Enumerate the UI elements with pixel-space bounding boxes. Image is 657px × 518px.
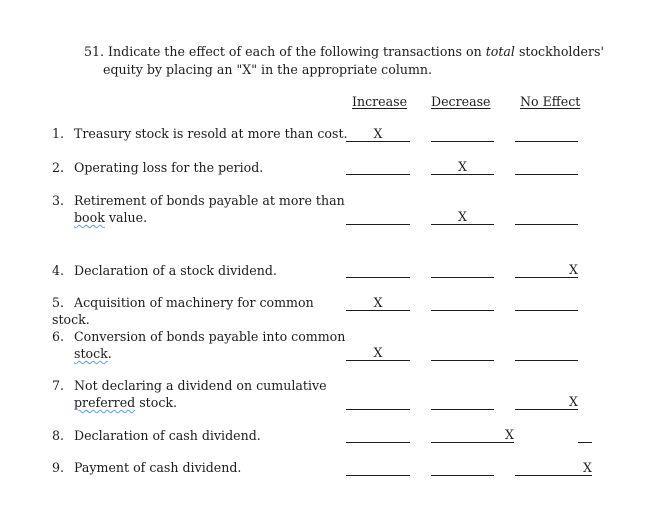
item-number: 5. (52, 295, 65, 310)
item-text-rest: . (107, 346, 112, 361)
transaction-1 (52, 125, 352, 142)
answer-no-effect[interactable] (515, 210, 578, 225)
item-text-continued (52, 345, 352, 362)
item-text-rest: value. (104, 210, 148, 225)
transaction-5 (52, 294, 352, 328)
answer-decrease[interactable] (431, 263, 494, 278)
question-text-emphasis: total (485, 44, 515, 59)
transaction-3 (52, 192, 352, 226)
transaction-9 (52, 459, 352, 476)
answer-no-effect[interactable] (515, 346, 578, 361)
item-number: 9. (52, 460, 65, 475)
answer-no-effect[interactable] (515, 160, 578, 175)
transaction-8 (52, 427, 352, 444)
answer-decrease[interactable]: X (431, 210, 494, 225)
item-text-continued (52, 394, 352, 411)
item-text: Operating loss for the period. (74, 160, 264, 175)
answer-decrease[interactable] (431, 461, 494, 476)
question-number: 51. (84, 44, 109, 59)
transaction-4 (52, 262, 352, 279)
answer-no-effect[interactable]: X (515, 461, 592, 476)
item-number: 2. (52, 160, 65, 175)
answer-increase[interactable] (346, 210, 410, 225)
answer-increase[interactable]: X (346, 296, 410, 311)
question-text-line2: equity by placing an "X" in the appropriate column. (103, 62, 433, 77)
answer-increase[interactable]: X (346, 346, 410, 361)
item-number: 4. (52, 263, 65, 278)
answer-increase[interactable] (346, 160, 410, 175)
item-number: 8. (52, 428, 65, 443)
answer-no-effect[interactable] (515, 127, 578, 142)
item-text: Retirement of bonds payable at more than (74, 193, 345, 208)
answer-no-effect[interactable]: X (515, 263, 578, 278)
column-header-no-effect: No Effect (520, 94, 581, 109)
question-text-b: stockholders' (514, 44, 604, 59)
question-prompt (84, 43, 624, 79)
answer-increase[interactable] (346, 263, 410, 278)
column-header-decrease: Decrease (431, 94, 491, 109)
item-text: Acquisition of machinery for common stock. (52, 295, 314, 327)
transaction-7 (52, 377, 352, 411)
item-text-continued (52, 209, 352, 226)
item-number: 3. (52, 193, 65, 208)
item-number: 6. (52, 329, 65, 344)
item-number: 7. (52, 378, 65, 393)
answer-no-effect[interactable]: X (515, 395, 578, 410)
spellcheck-word: preferred (74, 395, 136, 410)
transaction-6 (52, 328, 352, 362)
answer-no-effect[interactable] (578, 428, 592, 443)
column-header-increase: Increase (352, 94, 408, 109)
answer-no-effect[interactable] (515, 296, 578, 311)
item-text-rest: stock. (135, 395, 178, 410)
spellcheck-word: stock (74, 346, 108, 361)
item-text: Treasury stock is resold at more than cost. (74, 126, 348, 141)
answer-decrease[interactable]: X (431, 428, 514, 443)
answer-decrease[interactable] (431, 296, 494, 311)
answer-increase[interactable] (346, 461, 410, 476)
answer-increase[interactable]: X (346, 127, 410, 142)
answer-decrease[interactable] (431, 127, 494, 142)
answer-decrease[interactable]: X (431, 160, 494, 175)
item-text: Payment of cash dividend. (74, 460, 242, 475)
item-text: Conversion of bonds payable into common (74, 329, 346, 344)
question-text-a: Indicate the effect of each of the following transactions on (108, 44, 486, 59)
answer-increase[interactable] (346, 428, 410, 443)
item-number: 1. (52, 126, 65, 141)
item-text: Declaration of cash dividend. (74, 428, 261, 443)
item-text: Not declaring a dividend on cumulative (74, 378, 327, 393)
spellcheck-word: book (74, 210, 105, 225)
answer-decrease[interactable] (431, 395, 494, 410)
answer-increase[interactable] (346, 395, 410, 410)
answer-decrease[interactable] (431, 346, 494, 361)
item-text: Declaration of a stock dividend. (74, 263, 277, 278)
transaction-2 (52, 159, 352, 176)
